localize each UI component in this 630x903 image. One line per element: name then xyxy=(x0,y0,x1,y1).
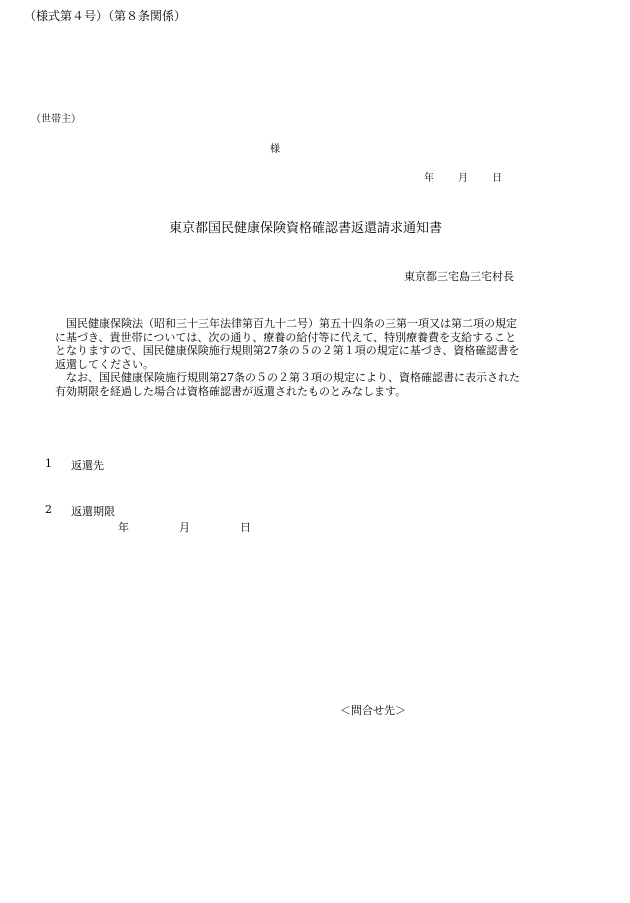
honorific: 様 xyxy=(270,144,280,155)
deadline-year-label: 年 xyxy=(118,521,129,534)
form-number: （様式第４号）（第８条関係） xyxy=(24,9,187,23)
day-label: 日 xyxy=(492,173,502,184)
deadline-month-label: 月 xyxy=(179,521,190,534)
item-number-2: 2 xyxy=(45,503,52,516)
item-number-1: 1 xyxy=(45,457,52,470)
issue-date xyxy=(424,169,502,184)
deadline-day-label: 日 xyxy=(240,521,251,534)
return-deadline-label: 返還期限 xyxy=(71,505,115,518)
body-paragraph: 国民健康保険法（昭和三十三年法律第百九十二号）第五十四条の三第一項又は第二項の規定 に基づき、貴世帯については、次の通り、療養の給付等に代えて、特別療養費を支給すること となりますので、国民健康保険施行規則第27条の５の２第１項の規定に基づき、資格確認書を 返還してください。 なお、国民健康保険施行規則第27条の５の２第３項の規定により、資格確認書に表示された 有効期限を経過した場合は資格確認書が返還されたものとみなします。 xyxy=(55,317,520,398)
issuer-name: 東京都三宅島三宅村長 xyxy=(404,270,514,283)
year-label: 年 xyxy=(424,173,434,184)
deadline-date xyxy=(118,519,251,535)
inquiry-label: ＜問合せ先＞ xyxy=(340,704,406,717)
month-label: 月 xyxy=(458,173,468,184)
householder-label: （世帯主） xyxy=(31,114,81,125)
return-destination-label: 返還先 xyxy=(71,459,104,472)
document-title: 東京都国民健康保険資格確認書返還請求通知書 xyxy=(169,221,443,236)
